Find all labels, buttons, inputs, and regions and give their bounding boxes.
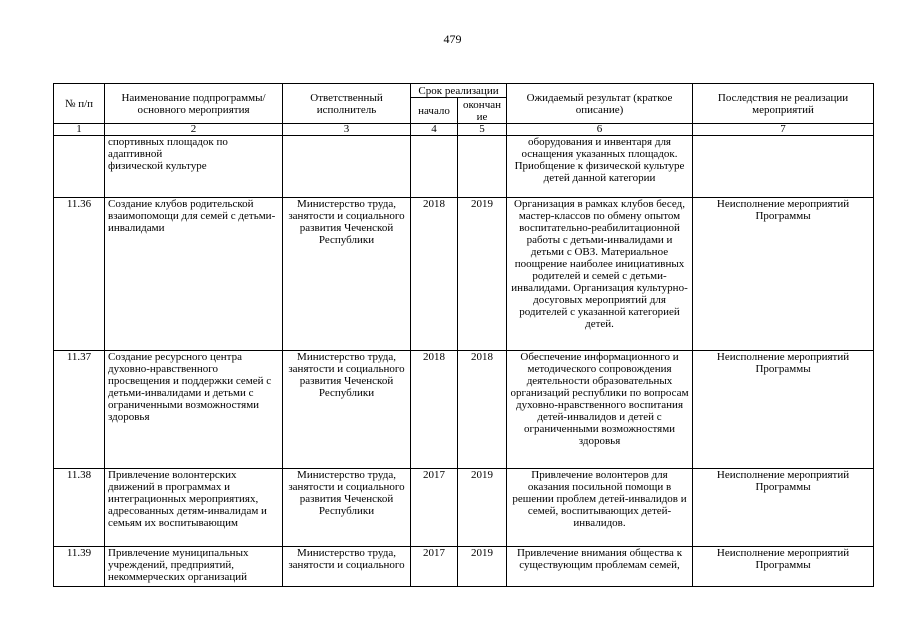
row-num: 11.36 [54, 198, 105, 351]
row-end [458, 136, 507, 198]
row-end: 2019 [458, 469, 507, 547]
row-start: 2018 [411, 198, 458, 351]
row-name: Создание клубов родительской взаимопомощи для семей с детьми-инвалидами [105, 198, 283, 351]
row-consequences: Неисполнение мероприятий Программы [693, 351, 874, 469]
row-start [411, 136, 458, 198]
row-consequences: Неисполнение мероприятий Программы [693, 547, 874, 587]
table-row [54, 547, 874, 587]
row-name: спортивных площадок по адаптивной физической культуре [105, 136, 283, 198]
header-executor: Ответственный исполнитель [283, 84, 411, 124]
table-row [54, 136, 874, 198]
row-start: 2017 [411, 547, 458, 587]
row-num: 11.38 [54, 469, 105, 547]
program-table [53, 83, 874, 587]
row-executor: Министерство труда, занятости и социального [283, 547, 411, 587]
col-number-6: 6 [507, 124, 693, 136]
row-executor: Министерство труда, занятости и социального развития Чеченской Республики [283, 351, 411, 469]
row-consequences [693, 136, 874, 198]
row-consequences: Неисполнение мероприятий Программы [693, 198, 874, 351]
row-result: Привлечение внимания общества к существующим проблемам семей, [507, 547, 693, 587]
table-row [54, 351, 874, 469]
row-executor [283, 136, 411, 198]
header-end: окончан ие [458, 98, 507, 124]
col-number-3: 3 [283, 124, 411, 136]
row-result: Организация в рамках клубов бесед, мастер-классов по обмену опытом воспитательно-реабилитационной работы с детьми-инвалидами и детьми с ОВЗ. Материальное поощрение наиболее инициативных родителей и семей с детьми-инвалидами. Организация культурно-досуговых мероприятий для родителей с указанной категорией детей. [507, 198, 693, 351]
row-result: Обеспечение информационного и методического сопровождения деятельности образовательных организаций республики по вопросам духовно-нравственного воспитания детей-инвалидов и детей с ограниченными возможностями здоровья [507, 351, 693, 469]
header-num: № п/п [54, 84, 105, 124]
header-start: начало [411, 98, 458, 124]
row-end: 2019 [458, 198, 507, 351]
row-result: Привлечение волонтеров для оказания посильной помощи в решении проблем детей-инвалидов и семей, воспитывающих детей-инвалидов. [507, 469, 693, 547]
row-num: 11.39 [54, 547, 105, 587]
row-name: Привлечение волонтерских движений в программах и интеграционных мероприятиях, адресованных детям-инвалидам и семьям их воспитывающим [105, 469, 283, 547]
row-consequences: Неисполнение мероприятий Программы [693, 469, 874, 547]
col-number-7: 7 [693, 124, 874, 136]
row-end: 2019 [458, 547, 507, 587]
row-executor: Министерство труда, занятости и социального развития Чеченской Республики [283, 198, 411, 351]
row-num: 11.37 [54, 351, 105, 469]
col-number-5: 5 [458, 124, 507, 136]
row-result: оборудования и инвентаря для оснащения указанных площадок. Приобщение к физической культуре детей данной категории [507, 136, 693, 198]
header-name: Наименование подпрограммы/ основного мероприятия [105, 84, 283, 124]
col-number-4: 4 [411, 124, 458, 136]
header-consequences: Последствия не реализации мероприятий [693, 84, 874, 124]
row-end: 2018 [458, 351, 507, 469]
row-start: 2017 [411, 469, 458, 547]
table-row [54, 198, 874, 351]
col-number-1: 1 [54, 124, 105, 136]
row-num [54, 136, 105, 198]
row-start: 2018 [411, 351, 458, 469]
row-executor: Министерство труда, занятости и социального развития Чеченской Республики [283, 469, 411, 547]
header-term: Срок реализации [411, 84, 507, 98]
row-name: Создание ресурсного центра духовно-нравственного просвещения и поддержки семей с детьми-инвалидами и детьми с ограниченными возможностями здоровья [105, 351, 283, 469]
table-row [54, 469, 874, 547]
page-number: 479 [443, 32, 462, 46]
col-number-2: 2 [105, 124, 283, 136]
row-name: Привлечение муниципальных учреждений, предприятий, некоммерческих организаций [105, 547, 283, 587]
header-result: Ожидаемый результат (краткое описание) [507, 84, 693, 124]
